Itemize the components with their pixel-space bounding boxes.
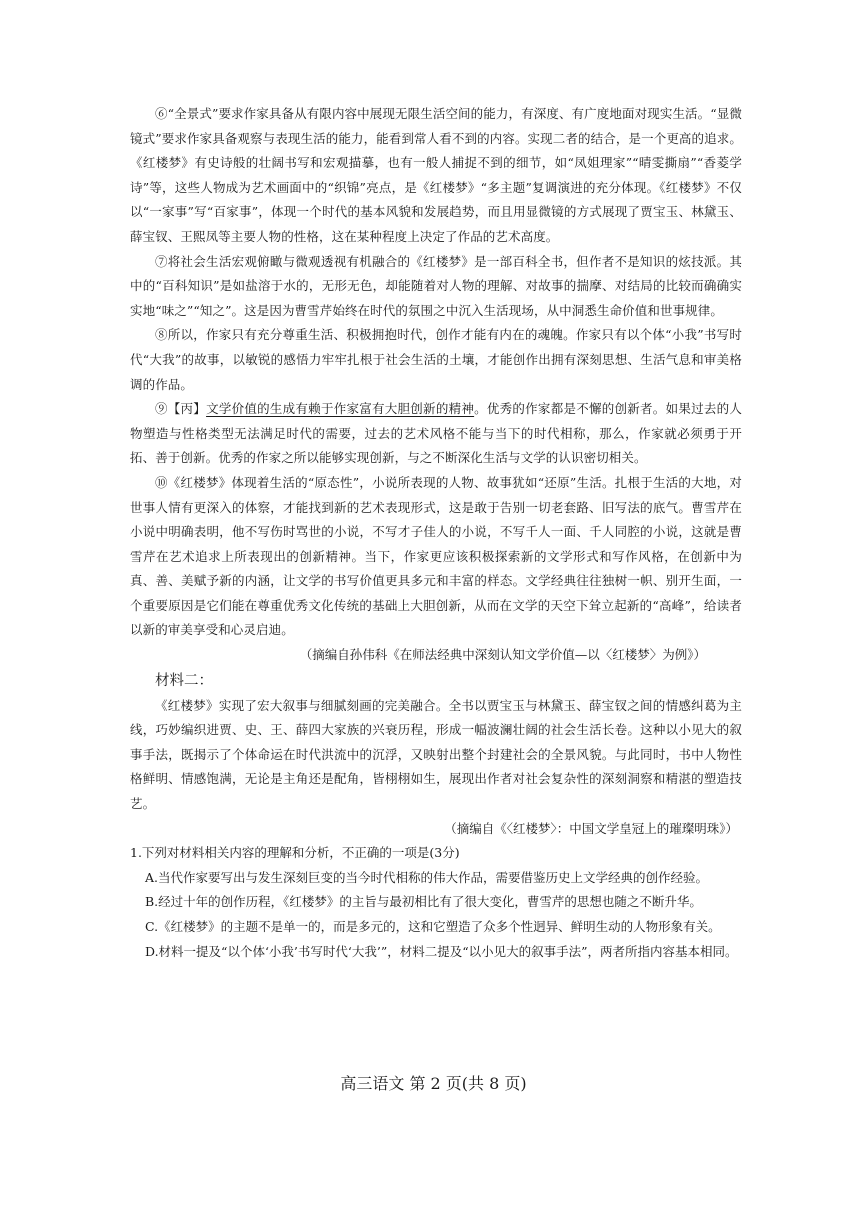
option-c: C.《红楼梦》的主题不是单一的，而是多元的，这和它塑造了众多个性迥异、鲜明生动的人物形象有关。 bbox=[145, 919, 721, 934]
paragraph-8: ⑧所以，作家只有充分尊重生活、积极拥抱时代，创作才能有内在的魂魄。作家只有以个体“小我”书写时代“大我”的故事，以敏锐的感悟力牢牢扎根于社会生活的土壤，才能创作出拥有深刻思想、生活气息和审美格调的作品。 bbox=[130, 327, 742, 392]
question-1-stem: 1.下列对材料相关内容的理解和分析，不正确的一项是(3分) bbox=[130, 845, 460, 861]
option-d: D.材料一提及“以个体‘小我’书写时代‘大我’”，材料二提及“以小见大的叙事手法”，两者所指内容基本相同。 bbox=[145, 943, 738, 959]
material-2-source: （摘编自《〈红楼梦〉：中国文学皇冠上的璀璨明珠》） bbox=[444, 820, 738, 836]
page-footer: 高三语文 第 2 页(共 8 页) bbox=[340, 1074, 527, 1093]
page-content bbox=[130, 102, 742, 964]
underlined-sentence: 文学价值的生成有赖于作家富有大胆创新的精神 bbox=[206, 401, 475, 417]
paragraph-10: ⑩《红楼梦》体现着生活的“原态性”，小说所表现的人物、故事犹如“还原”生活。扎根于生活的大地，对世事人情有更深入的体察，才能找到新的艺术表现形式，这是敢于告别一切老套路、旧写法的底气。曹雪芹在小说中明确表明，他不写伤时骂世的小说，不写才子佳人的小说，不写千人一面、千人同腔的小说，这就是曹雪芹在艺术追求上所表现出的创新精神。当下，作家更应该积极探索新的文学形式和写作风格，在创新中为真、善、美赋予新的内涵，让文学的书写价值更具多元和丰富的样态。文学经典往往独树一帜、别开生面，一个重要原因是它们能在尊重优秀文化传统的基础上大胆创新，从而在文学的天空下耸立起新的“高峰”，给读者以新的审美享受和心灵启迪。 bbox=[130, 474, 742, 638]
paragraph-6: ⑥“全景式”要求作家具备从有限内容中展现无限生活空间的能力，有深度、有广度地面对现实生活。“显微镜式”要求作家具备观察与表现生活的能力，能看到常人看不到的内容。实现二者的结合，是一个更高的追求。《红楼梦》有史诗般的壮阔书写和宏观描摹，也有一般人捕捉不到的细节，如“凤姐理家”“晴雯撕扇”“香菱学诗”等，这些人物成为艺术画面中的“织锦”亮点，是《红楼梦》“多主题”复调演进的充分体现。《红楼梦》不仅以“一家事”写“百家事”，体现一个时代的基本风貌和发展趋势，而且用显微镜的方式展现了贾宝玉、林黛玉、薛宝钗、王熙凤等主要人物的性格，这在某种程度上决定了作品的艺术高度。 bbox=[130, 106, 742, 244]
material-2-body: 《红楼梦》实现了宏大叙事与细腻刻画的完美融合。全书以贾宝玉与林黛玉、薛宝钗之间的情感纠葛为主线，巧妙编织进贾、史、王、薛四大家族的兴衰历程，形成一幅波澜壮阔的社会生活长卷。这种以小见大的叙事手法，既揭示了个体命运在时代洪流中的沉浮，又映射出整个封建社会的全景风貌。与此同时，书中人物性格鲜明、情感饱满，无论是主角还是配角，皆栩栩如生，展现出作者对社会复杂性的深刻洞察和精湛的塑造技艺。 bbox=[130, 697, 742, 812]
paragraph-9 bbox=[130, 397, 742, 471]
option-a: A.当代作家要写出与发生深刻巨变的当今时代相称的伟大作品，需要借鉴历史上文学经典的创作经验。 bbox=[145, 869, 709, 885]
material-1-source: （摘编自孙伟科《在师法经典中深刻认知文学价值—以〈红楼梦〉为例》） bbox=[299, 647, 706, 663]
option-b: B.经过十年的创作历程，《红楼梦》的主旨与最初相比有了很大变化，曹雪芹的思想也随之不断升华。 bbox=[145, 894, 702, 910]
paragraph-9-rest: 。优秀的作家都是不懈的创新者。如果过去的人物塑造与性格类型无法满足时代的需要，过去的艺术风格不能与当下的时代相称，那么，作家就必须勇于开拓、善于创新。优秀的作家之所以能够实现创新，与之不断深化生活与文学的认识密切相关。 bbox=[130, 401, 742, 466]
paragraph-7: ⑦将社会生活宏观俯瞰与微观透视有机融合的《红楼梦》是一部百科全书，但作者不是知识的炫技派。其中的“百科知识”是如盐溶于水的，无形无色，却能随着对人物的理解、对故事的揣摩、对结局的比较而确确实实地“味之”“知之”。这是因为曹雪芹始终在时代的氛围之中沉入生活现场，从中洞悉生命价值和世事规律。 bbox=[130, 253, 742, 318]
material-2-heading: 材料二： bbox=[155, 672, 213, 689]
bracket-marker-bing: ⑨【丙】 bbox=[155, 401, 207, 417]
